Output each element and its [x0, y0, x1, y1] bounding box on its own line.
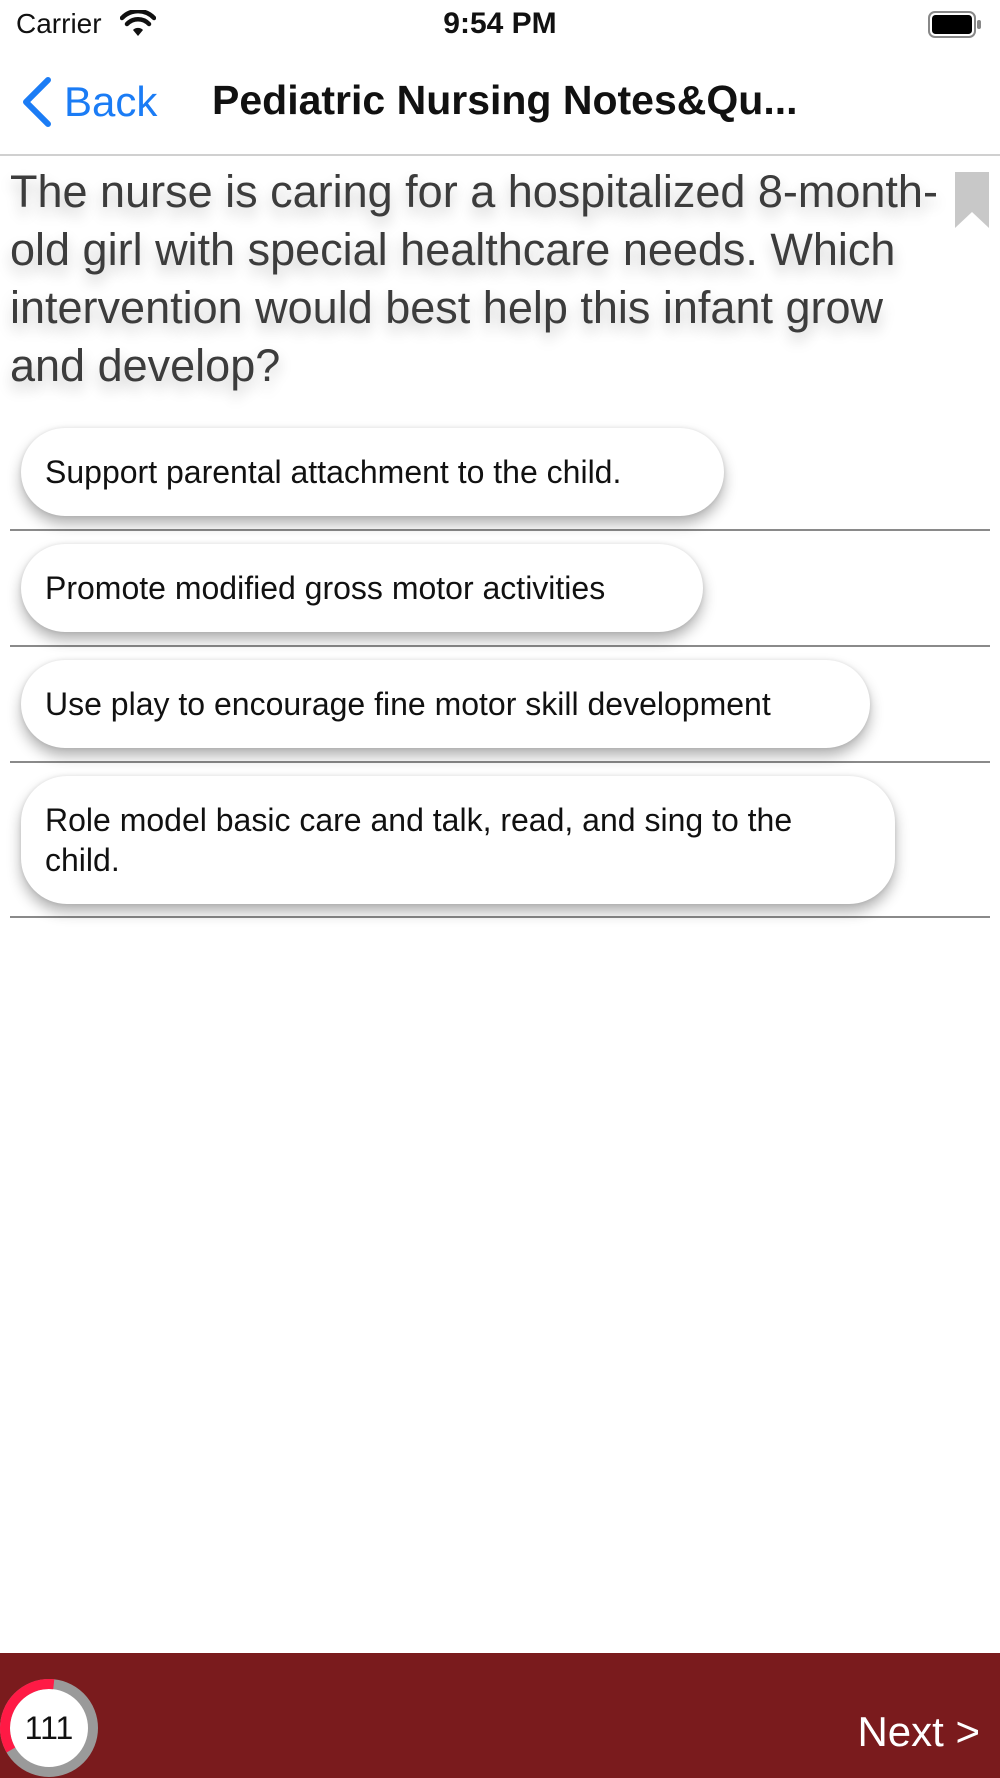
answer-option-3[interactable]: [21, 660, 870, 748]
bookmark-icon[interactable]: [953, 170, 991, 230]
answer-option-label: Role model basic care and talk, read, and sing to the child.: [45, 802, 793, 878]
status-time: 9:54 PM: [443, 7, 557, 40]
status-bar: [0, 0, 1000, 50]
question-number: 111: [24, 1710, 74, 1746]
answer-option-2[interactable]: [21, 544, 703, 632]
answer-option-row: [10, 647, 990, 763]
page-title: Pediatric Nursing Notes&Qu...: [212, 77, 798, 123]
answer-option-label: Support parental attachment to the child.: [45, 453, 622, 490]
answer-option-row: [10, 531, 990, 647]
back-button[interactable]: [18, 74, 157, 130]
answer-option-label: Promote modified gross motor activities: [45, 569, 606, 606]
chevron-left-icon: [18, 76, 54, 128]
bottom-toolbar: [0, 1653, 1000, 1778]
carrier-label: Carrier: [16, 8, 102, 39]
question-text: The nurse is caring for a hospitalized 8-month-old girl with special healthcare needs. Which intervention would best help this infant grow and develop?: [10, 166, 938, 391]
answer-option-row: [10, 763, 990, 918]
answer-option-1[interactable]: [21, 428, 724, 516]
next-button[interactable]: Next >: [857, 1708, 980, 1755]
answer-option-row: [10, 420, 990, 531]
answer-option-label: Use play to encourage fine motor skill development: [45, 685, 771, 722]
navigation-bar: [0, 50, 1000, 156]
back-label: Back: [64, 78, 158, 125]
battery-full-icon: [928, 11, 982, 38]
answer-option-4[interactable]: [21, 776, 895, 904]
